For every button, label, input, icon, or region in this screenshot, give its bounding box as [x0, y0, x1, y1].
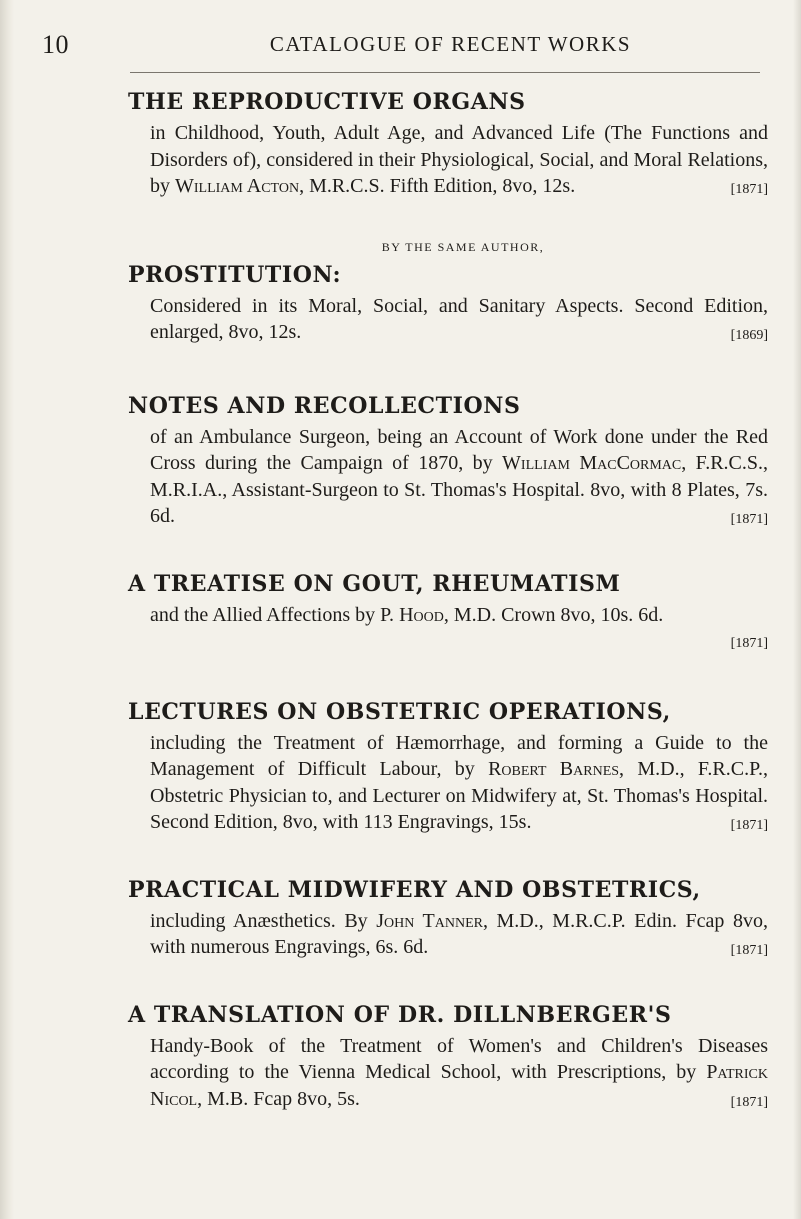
- entry-text: including the Treatment of Hæmorrhage, and forming a Guide to the Management of Difficult Labour, by: [150, 731, 768, 780]
- entry-description: [128, 730, 768, 836]
- entry-author: Patrick Nicol: [150, 1061, 768, 1110]
- entry-text: and the Allied Affections by P.: [150, 603, 400, 626]
- entry-title: A TRANSLATION OF DR. DILLNBERGER'S: [128, 1001, 672, 1028]
- catalogue-entry: [128, 240, 768, 346]
- entry-text: of an Ambulance Surgeon, being an Account of Work done under the Red Cross during the Campaign of 1870, by: [150, 425, 768, 474]
- entry-title: PROSTITUTION:: [128, 261, 342, 288]
- entry-date: [1871]: [730, 943, 768, 958]
- page-number: 10: [42, 30, 69, 59]
- entry-date: [1871]: [730, 182, 768, 197]
- entry-date: [1869]: [730, 328, 768, 343]
- entry-text: Handy-Book of the Treatment of Women's and Children's Diseases according to the Vienna Medical School, with Prescriptions, by: [150, 1034, 768, 1083]
- entry-date: [1871]: [730, 512, 768, 527]
- entry-title: THE REPRODUCTIVE ORGANS: [128, 89, 526, 115]
- entry-author: John Tanner: [376, 909, 483, 932]
- entry-title: A TREATISE ON GOUT, RHEUMATISM: [128, 570, 621, 597]
- entry-text: in Childhood, Youth, Adult Age, and Advanced Life (The Functions and Disorders of), considered in their Physiological, Social, and Moral Relations, by: [150, 122, 768, 197]
- page-binding-edge: [0, 0, 14, 1219]
- running-title: CATALOGUE OF RECENT WORKS: [269, 32, 632, 56]
- entry-text: Considered in its Moral, Social, and Sanitary Aspects. Second Edition, enlarged, 8vo, 12s.: [150, 294, 768, 343]
- header-rule: [130, 72, 760, 73]
- entry-date: [1871]: [730, 818, 768, 833]
- catalogue-entry: [128, 88, 768, 200]
- entry-text-end: , F.R.C.S., M.R.I.A., Assistant-Surgeon to St. Thomas's Hospital. 8vo, with 8 Plates, 7s. 6d.: [150, 452, 768, 527]
- entry-description: [128, 120, 768, 200]
- entry-description: [128, 293, 768, 346]
- entry-author: William MacCormac: [502, 452, 682, 474]
- catalogue-entry: [128, 876, 768, 961]
- entry-description: [128, 1033, 768, 1113]
- catalogue-entry: [128, 570, 768, 658]
- entry-date: [1871]: [730, 636, 768, 651]
- entry-author: William Acton: [175, 175, 300, 197]
- entry-text-end: , M.B. Fcap 8vo, 5s.: [197, 1087, 360, 1110]
- entry-text-end: , M.D. Crown 8vo, 10s. 6d.: [443, 603, 664, 626]
- catalogue-entry: [128, 698, 768, 836]
- entry-text: including Anæsthetics. By: [150, 909, 377, 932]
- catalogue-entries: [128, 88, 768, 1152]
- entry-description: [128, 424, 768, 530]
- entry-description: [128, 602, 768, 658]
- entry-description: [128, 908, 768, 961]
- entry-title: PRACTICAL MIDWIFERY AND OBSTETRICS,: [128, 876, 701, 903]
- entry-text-end: , M.D., F.R.C.P., Obstetric Physician to, and Lecturer on Midwifery at, St. Thomas's Hospital. Second Edition, 8vo, with 113 Engravings, 15s.: [150, 758, 768, 833]
- entry-text-end: , M.R.C.S. Fifth Edition, 8vo, 12s.: [299, 175, 576, 197]
- entry-byline: BY THE SAME AUTHOR,: [381, 239, 545, 254]
- entry-author: Robert Barnes: [488, 758, 620, 780]
- entry-title: LECTURES ON OBSTETRIC OPERATIONS,: [128, 698, 671, 725]
- page-outer-edge: [793, 0, 801, 1219]
- entry-title: NOTES AND RECOLLECTIONS: [128, 392, 521, 419]
- entry-author: Hood: [399, 603, 444, 626]
- catalogue-entry: [128, 392, 768, 530]
- entry-date: [1871]: [730, 1094, 768, 1110]
- entry-text-end: , M.D., M.R.C.P. Edin. Fcap 8vo, with numerous Engravings, 6s. 6d.: [150, 909, 768, 958]
- catalogue-entry: [128, 1001, 768, 1113]
